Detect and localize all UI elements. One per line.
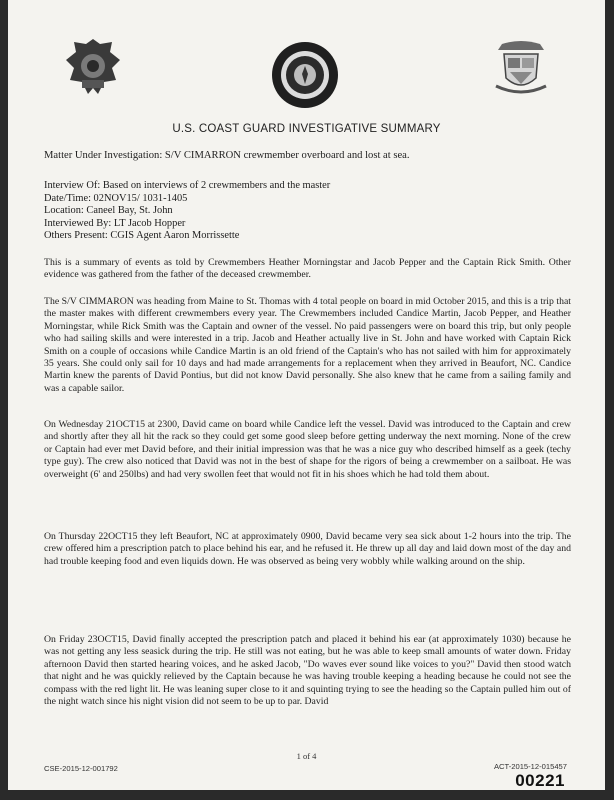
interview-metadata (44, 180, 330, 243)
badge-icon (60, 36, 126, 102)
document-page (8, 0, 605, 790)
document-title: U.S. COAST GUARD INVESTIGATIVE SUMMARY (172, 123, 441, 135)
wednesday-paragraph: On Wednesday 21OCT15 at 2300, David came on board while Candice left the vessel. David was introduced to the Captain and crew and shortly after they all hit the rack so they could get some good sleep before getting underway the next morning. None of the crew or Captain had ever met David before, and their initial impression was that he was a nice guy who described himself as a geek (techy type guy). The crew also noticed that David was not in the best of shape for the rigors of being a crewmember on a sailboat. He was overweight (6' and 250lbs) and had very swollen feet that would not fit in his shoes which he had told them about. (44, 419, 571, 480)
case-number: CSE-2015-12-001792 (44, 764, 118, 773)
date-time: Date/Time: 02NOV15/ 1031-1405 (44, 192, 188, 204)
shield-crest-icon (488, 36, 554, 102)
thursday-paragraph: On Thursday 22OCT15 they left Beaufort, NC at approximately 0900, David became very sea sick about 1-2 hours into the trip. The crew offered him a prescription patch to place behind his ear, and he refused it. He threw up all day and laid down most of the day and had trouble keeping food and even liquids down. He was observed as being very wobbly while walking around on the ship. (44, 531, 571, 567)
page-number: 1 of 4 (296, 751, 317, 761)
friday-paragraph: On Friday 23OCT15, David finally accepted the prescription patch and placed it behind his ear (at approximately 1030) because he was not getting any less seasick during the trip. He still was not eating, but he was able to keep small amounts of water down. Friday afternoon David then started hearing voices, and he asked Jacob, "Do waves ever sound like voices to you?" David then stood watch that night and he was quickly relieved by the Captain because he was having trouble keeping a heading because he could not see the compass with the red light lit. He was leaning super close to it and squinting trying to see the heading so the Captain pulled him out of the night watch since his night vision did not seem to be up to par. David (44, 634, 571, 708)
activity-number: ACT-2015-12-015457 (493, 762, 567, 771)
matter-under-investigation: Matter Under Investigation: S/V CIMARRON crewmember overboard and lost at sea. (44, 150, 410, 161)
bates-number: 00221 (515, 771, 565, 790)
coast-guard-seal-icon (270, 40, 340, 110)
interviewed-by: Interviewed By: LT Jacob Hopper (44, 217, 186, 229)
location: Location: Caneel Bay, St. John (44, 205, 173, 217)
background-paragraph: The S/V CIMMARON was heading from Maine to St. Thomas with 4 total people on board in mid October 2015, and this is a trip that the master makes with different crewmembers every year. The Crewmembers included Candice Martin, Jacob Pepper, and Heather Morningstar, while Rick Smith was the Captain and owner of the vessel. No paid passengers were on board this trip, but only people who had sailing skills and were interested in a trip. Jacob and Heather actually live in St. John and have worked with Captain Rick Smith on a couple of occasions while Candice Martin is an old friend of the Captain's who has not sailed with him for approximately 35 years. She could only sail for 10 days and had made arrangements for a replacement when they arrived in Beaufort, NC. Candice Martin knew the parents of David Pontius, but did not know David personally. She also knew that he came from a sailing family and was a capable sailor. (44, 296, 571, 394)
others-present: Others Present: CGIS Agent Aaron Morrissette (44, 230, 240, 242)
summary-paragraph: This is a summary of events as told by Crewmembers Heather Morningstar and Jacob Pepper and the Captain Rick Smith. Other evidence was gathered from the father of the deceased crewmember. (44, 257, 571, 281)
interview-of: Interview Of: Based on interviews of 2 crewmembers and the master (44, 180, 331, 191)
